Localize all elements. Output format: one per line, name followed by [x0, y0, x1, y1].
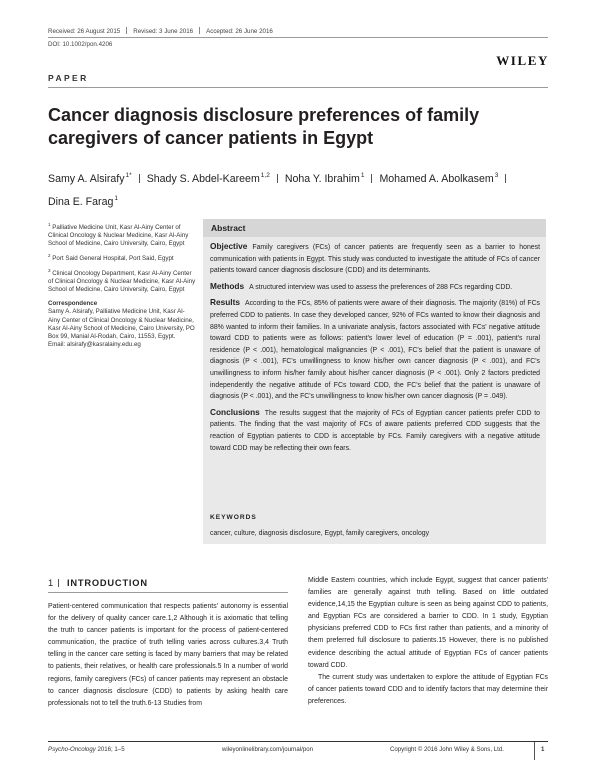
- doi[interactable]: DOI: 10.1002/pon.4206: [48, 41, 113, 48]
- intro-paragraph: Patient-centered communication that respects patients' autonomy is essential for the delivery of quality cancer care.1,2 Although it is axiomatic that telling the truth to cancer patients is important for the process of patient-centered communication, the practice of truth telling varies across cultures.3,4 Truth telling in the cancer care setting is faced by many barriers that may be related to patients, their relatives, or health care professionals.5 In a number of world regions, family caregivers (FCs) of cancer patients may represent an obstacle to cancer diagnosis disclosure (CDD) to patients by asking health care professionals not to tell the truth.6-13 Studies from: [48, 603, 288, 707]
- publisher-logo: WILEY: [496, 53, 549, 68]
- author-name: Dina E. Farag: [48, 196, 114, 208]
- abstract-body: [210, 241, 540, 458]
- intro-right-column: [308, 575, 548, 708]
- author-list: [48, 166, 558, 212]
- affiliation-item: [48, 221, 196, 249]
- affiliation-mark: 1: [48, 222, 51, 227]
- footer-url[interactable]: wileyonlinelibrary.com/journal/pon: [222, 746, 313, 753]
- abstract-section-label: Conclusions: [210, 406, 260, 417]
- author-affiliation-mark: 1*: [125, 172, 132, 179]
- correspondence-heading: Correspondence: [48, 300, 98, 308]
- abstract-section: [210, 281, 540, 294]
- journal-name: Psycho-Oncology: [48, 746, 96, 753]
- affiliations: [48, 221, 196, 349]
- correspondence-email[interactable]: Email: alsirafy@kasralainy.edu.eg: [48, 341, 141, 349]
- footer-journal: [48, 746, 125, 753]
- abstract-section-text: The results suggest that the majority of FCs of Egyptian cancer patients prefer CDD to patients. The finding that the vast majority of FCs of aware patients preferred CDD suggests that the reaction of Egyptian patients to CDD is acceptable by FCs. Family caregivers with a negative attitude toward CDD may be reflecting their own fears.: [210, 409, 540, 452]
- abstract-section-label: Results: [210, 297, 240, 308]
- title-divider: [48, 87, 548, 88]
- footer-divider: [48, 741, 548, 742]
- author-affiliation-mark: 1: [114, 195, 118, 202]
- affiliation-text: Palliative Medicine Unit, Kasr Al-Ainy Center of Clinical Oncology & Nuclear Medicine, Kasr Al-Ainy School of Medicine, Cairo University, Cairo, Egypt: [48, 224, 189, 248]
- revised-date: Revised: 3 June 2016: [133, 28, 194, 35]
- abstract-section-text: According to the FCs, 85% of patients were aware of their diagnosis. The majority (81%) of FCs preferred CDD to patients. In case they developed cancer, 92% of FCs wanted to know their diagnosis and 88% wanted to inform their families. In a univariate analysis, factors associated with FCs' negative attitude toward CDD to patients were as follows: patient's lower level of education (P = .001), patient's rural residence (P < .001), hematological malignancies (P < .001), FC's belief that the patient is unaware of diagnosis (P < .001), FC's unwillingness to know his/her own cancer diagnosis (P < .001), and FC's unwillingness to inform his/her family about his/her cancer diagnosis (P < .001). Only 2 factors predicted independently the negative attitude of FCs toward CDD, the FC's belief that the patient is unaware of diagnosis (P < .001), and the FC's unwillingness to know his/her own cancer diagnosis (P = .049).: [210, 300, 540, 401]
- affiliation-text: Clinical Oncology Department, Kasr Al-Ainy Center of Clinical Oncology & Nuclear Medicine, Kasr Al-Ainy School of Medicine, Cairo University, Cairo, Egypt: [48, 269, 196, 293]
- abstract-section-text: A structured interview was used to assess the preferences of 288 FCs regarding CDD.: [249, 283, 513, 291]
- author-name: Mohamed A. Abolkasem: [379, 173, 494, 185]
- received-date: Received: 26 August 2015: [48, 28, 121, 35]
- abstract-section: [210, 241, 540, 277]
- section-heading-introduction: [48, 578, 148, 588]
- affiliation-mark: 3: [48, 267, 51, 273]
- section-title: INTRODUCTION: [66, 578, 148, 588]
- accepted-date: Accepted: 26 June 2016: [206, 28, 273, 35]
- abstract-section-label: Methods: [210, 280, 245, 291]
- author-name: Noha Y. Ibrahim: [284, 173, 360, 185]
- author-name: Samy A. Alsirafy: [48, 173, 125, 185]
- article-type: PAPER: [48, 73, 89, 83]
- header-divider: [48, 37, 548, 38]
- page-number: 1: [541, 746, 545, 753]
- abstract-section-label: Objective: [210, 241, 248, 251]
- section-divider: [48, 592, 288, 593]
- affiliation-item: [48, 252, 196, 263]
- intro-paragraph: The current study was undertaken to explore the attitude of Egyptian FCs of cancer patients toward CDD and to identify factors that may determine their preferences.: [308, 673, 548, 705]
- footer-copyright: Copyright © 2016 John Wiley & Sons, Ltd.: [390, 746, 504, 753]
- abstract-section: [210, 407, 540, 454]
- section-number: 1: [48, 578, 54, 588]
- intro-left-column: [48, 601, 288, 710]
- abstract-section-text: Family caregivers (FCs) of cancer patients are frequently seen as a barrier to honest communication with patients in Egypt. This study was conducted to investigate the attitude of FCs of cancer patients toward cancer diagnosis disclosure (CDD) and its determinants.: [210, 244, 540, 275]
- author-affiliation-mark: 1,2: [260, 172, 270, 179]
- author-affiliation-mark: 1: [360, 172, 365, 179]
- abstract-heading: Abstract: [203, 219, 546, 237]
- footer-separator: [534, 742, 535, 760]
- intro-paragraph: Middle Eastern countries, which include Egypt, suggest that cancer patients' families are generally against truth telling. Based on little outdated evidence,14,15 the Egyptian culture is seen as being against CDD to patients, and Egyptian FCs are considered a barrier to CDD. In 1 study, Egyptian physicians preferred CDD to FCs first rather than patients, and a minority of them preferred full disclosure to patients.15 However, there is no published evidence describing the actual attitude of Egyptian FCs of cancer patients toward CDD.: [308, 577, 548, 669]
- affiliation-mark: 2: [48, 252, 51, 258]
- keywords: cancer, culture, diagnosis disclosure, Egypt, family caregivers, oncology: [210, 530, 430, 537]
- abstract-section: [210, 297, 540, 402]
- correspondence-text: Samy A. Alsirafy, Palliative Medicine Unit, Kasr Al-Ainy Center of Clinical Oncology & Nuclear Medicine, Kasr Al-Ainy School of Medicine, Cairo University, PO Box 99, Manial Al-Rodah, Cairo, 11553, Egypt.: [48, 308, 195, 341]
- affiliation-item: [48, 267, 196, 295]
- article-dates: [48, 27, 273, 35]
- journal-year-pages: 2016; 1–5: [97, 746, 125, 753]
- author-affiliation-mark: 3: [494, 172, 499, 179]
- article-title: Cancer diagnosis disclosure preferences of family caregivers of cancer patients in Egypt: [48, 105, 480, 148]
- affiliation-text: Port Said General Hospital, Port Said, Egypt: [52, 255, 174, 263]
- abstract-box: [203, 219, 546, 544]
- keywords-heading: KEYWORDS: [210, 514, 257, 521]
- author-name: Shady S. Abdel-Kareem: [146, 173, 260, 185]
